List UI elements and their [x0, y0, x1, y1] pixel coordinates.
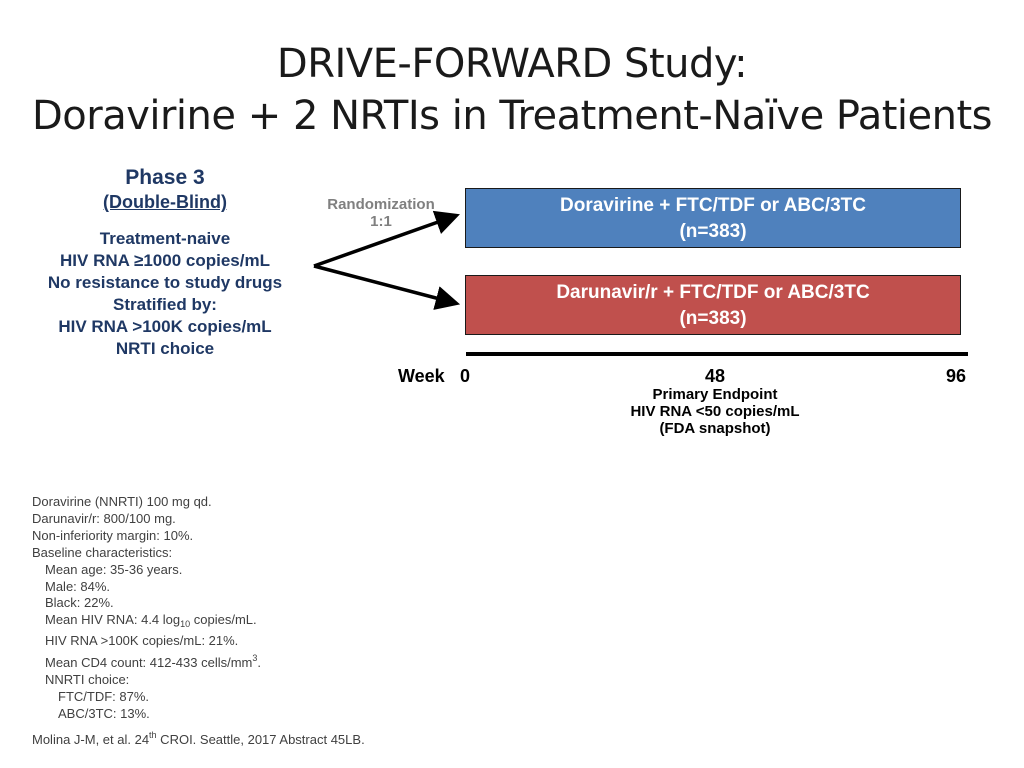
note-mean-cd4 — [32, 650, 261, 672]
note-hiv-rna-100k: HIV RNA >100K copies/mL: 21%. — [45, 633, 239, 649]
criteria-line-1: Treatment-naive — [99, 229, 231, 248]
note-mean-hiv-rna-text: Mean HIV RNA: 4.4 log — [45, 612, 181, 628]
arm-darunavir-regimen: Darunavir/r + FTC/TDF or ABC/3TC — [556, 282, 870, 303]
note-ftc-tdf: FTC/TDF: 87%. — [58, 688, 150, 704]
note-dosing-darunavir: Darunavir/r: 800/100 mg. — [32, 510, 176, 526]
title-line-2: Doravirine + 2 NRTIs in Treatment-Naïve Patients — [31, 93, 993, 139]
criteria-line-2: HIV RNA ≥1000 copies/mL — [60, 251, 270, 270]
criteria-line-3: No resistance to study drugs — [47, 273, 283, 292]
citation — [32, 730, 365, 747]
arm-doravirine-regimen: Doravirine + FTC/TDF or ABC/3TC — [560, 195, 866, 216]
criteria-line-4: Stratified by: — [113, 295, 217, 314]
randomization-line-1: Randomization — [327, 196, 435, 213]
citation-superscript: th — [149, 730, 157, 740]
phase-subheading: (Double-Blind) — [103, 192, 227, 212]
arrow-to-darunavir-arm — [314, 266, 455, 303]
note-dosing-doravirine: Doravirine (NNRTI) 100 mg qd. — [32, 494, 212, 509]
note-mean-hiv-rna-subscript: 10 — [180, 619, 191, 630]
randomization-ratio: 1:1 — [370, 213, 392, 230]
endpoint-line-2: HIV RNA <50 copies/mL — [630, 403, 800, 420]
note-abc-3tc: ABC/3TC: 13%. — [58, 705, 150, 721]
note-mean-hiv-rna — [32, 612, 261, 633]
timeline-week-0: 0 — [460, 366, 471, 386]
arm-darunavir-n: (n=383) — [679, 308, 747, 329]
criteria-line-5: HIV RNA >100K copies/mL — [58, 317, 272, 336]
timeline-week-48: 48 — [704, 366, 726, 386]
note-mean-cd4-text: Mean CD4 count: 412-433 cells/mm — [45, 655, 253, 671]
study-notes — [32, 494, 261, 723]
endpoint-line-3: (FDA snapshot) — [659, 420, 771, 437]
citation-text: Molina J-M, et al. 24 — [32, 732, 150, 747]
primary-endpoint — [580, 386, 850, 437]
note-margin: Non-inferiority margin: 10%. — [32, 527, 194, 543]
note-mean-hiv-rna-unit: copies/mL. — [190, 612, 257, 628]
timeline-axis — [466, 352, 968, 356]
phase-heading: Phase 3 — [125, 166, 205, 189]
timeline-week-96: 96 — [946, 366, 967, 386]
note-mean-cd4-end: . — [257, 655, 262, 671]
title-line-1: DRIVE-FORWARD Study: — [276, 41, 748, 87]
note-black: Black: 22%. — [45, 595, 114, 611]
note-mean-cd4-superscript: 3 — [252, 653, 258, 664]
citation-text-end: CROI. Seattle, 2017 Abstract 45LB. — [156, 732, 365, 747]
arrow-to-doravirine-arm — [314, 216, 455, 266]
timeline-week-label: Week — [398, 366, 445, 386]
endpoint-line-1: Primary Endpoint — [652, 386, 778, 403]
note-male: Male: 84%. — [45, 578, 111, 594]
criteria-line-6: NRTI choice — [115, 339, 215, 358]
note-mean-age: Mean age: 35-36 years. — [45, 561, 183, 577]
arm-doravirine-n: (n=383) — [679, 221, 747, 242]
arm-darunavir-box — [465, 275, 961, 335]
note-baseline-heading: Baseline characteristics: — [32, 544, 173, 560]
arm-doravirine-box — [465, 188, 961, 248]
note-nnrti-choice-heading: NNRTI choice: — [45, 672, 130, 688]
